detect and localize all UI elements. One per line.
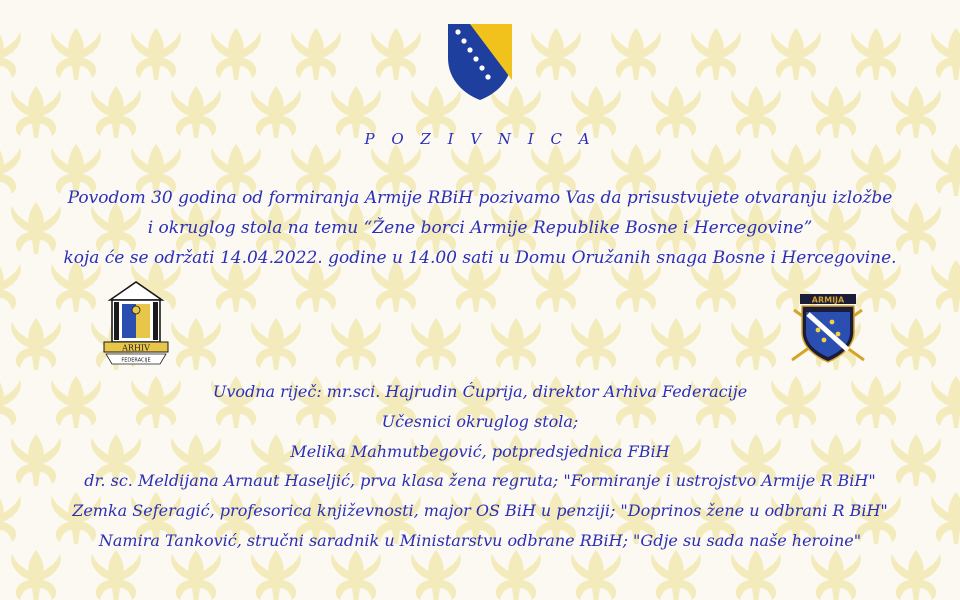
fleur-de-lis-icon <box>0 260 21 312</box>
fleur-de-lis-icon <box>11 318 61 370</box>
arhiv-ribbon-text: FEDERACIJE <box>121 357 151 364</box>
invitation-intro <box>20 183 940 273</box>
fleur-de-lis-icon <box>571 550 621 600</box>
fleur-de-lis-icon <box>811 550 861 600</box>
fleur-de-lis-icon <box>931 28 960 80</box>
fleur-de-lis-icon <box>91 550 141 600</box>
fleur-de-lis-icon <box>771 28 821 80</box>
arhiv-federacije-emblem-icon <box>100 280 172 366</box>
fleur-de-lis-icon <box>171 318 221 370</box>
bosnian-coat-of-arms-icon <box>444 22 516 102</box>
armija-rbih-emblem-icon <box>786 284 870 368</box>
fleur-de-lis-icon <box>171 550 221 600</box>
program-list <box>20 377 940 556</box>
fleur-de-lis-icon <box>891 318 941 370</box>
fleur-de-lis-icon <box>371 28 421 80</box>
fleur-de-lis-icon <box>251 318 301 370</box>
fleur-de-lis-icon <box>51 28 101 80</box>
fleur-de-lis-icon <box>611 28 661 80</box>
fleur-de-lis-icon <box>331 318 381 370</box>
fleur-de-lis-icon <box>331 550 381 600</box>
fleur-de-lis-icon <box>411 318 461 370</box>
program-line: Melika Mahmutbegović, potpredsjednica FBiH <box>290 441 670 461</box>
fleur-de-lis-icon <box>651 318 701 370</box>
fleur-de-lis-icon <box>0 492 21 544</box>
program-line: Zemka Seferagić, profesorica književnosti, major OS BiH u penziji; "Doprinos žene u odbrani R BiH" <box>72 501 888 521</box>
fleur-de-lis-icon <box>851 28 901 80</box>
fleur-de-lis-icon <box>11 550 61 600</box>
fleur-de-lis-icon <box>131 28 181 80</box>
fleur-de-lis-icon <box>291 28 341 80</box>
fleur-de-lis-icon <box>691 28 741 80</box>
fleur-de-lis-icon <box>891 550 941 600</box>
invitation-heading: P O Z I V N I C A <box>364 130 596 148</box>
arhiv-banner-text: ARHIV <box>122 343 150 353</box>
program-line: dr. sc. Meldijana Arnaut Haseljić, prva klasa žena regruta; "Formiranje i ustrojstvo Armije R BiH" <box>84 471 876 491</box>
fleur-de-lis-icon <box>0 28 21 80</box>
fleur-de-lis-icon <box>651 550 701 600</box>
fleur-de-lis-icon <box>211 28 261 80</box>
intro-line: Povodom 30 godina od formiranja Armije RBiH pozivamo Vas da prisustvujete otvaranju izložbe <box>67 188 893 208</box>
fleur-de-lis-icon <box>731 550 781 600</box>
fleur-de-lis-icon <box>251 550 301 600</box>
fleur-de-lis-icon <box>531 28 581 80</box>
program-line: Uvodna riječ: mr.sci. Hajrudin Ćuprija, direktor Arhiva Federacije <box>212 382 748 401</box>
armija-banner-text: ARMIJA <box>811 295 845 305</box>
program-line: Učesnici okruglog stola; <box>381 411 579 431</box>
fleur-de-lis-icon <box>731 318 781 370</box>
fleur-de-lis-icon <box>571 318 621 370</box>
intro-line: koja će se održati 14.04.2022. godine u 14.00 sati u Domu Oružanih snaga Bosne i Hercegovine. <box>63 248 897 268</box>
fleur-de-lis-icon <box>0 144 21 196</box>
fleur-de-lis-icon <box>0 376 21 428</box>
fleur-de-lis-icon <box>491 550 541 600</box>
intro-line: i okruglog stola na temu “Žene borci Armije Republike Bosne i Hercegovine” <box>147 218 813 238</box>
fleur-de-lis-icon <box>491 318 541 370</box>
fleur-de-lis-icon <box>411 550 461 600</box>
program-line: Namira Tanković, stručni saradnik u Ministarstvu odbrane RBiH; "Gdje su sada naše heroine" <box>98 530 862 550</box>
